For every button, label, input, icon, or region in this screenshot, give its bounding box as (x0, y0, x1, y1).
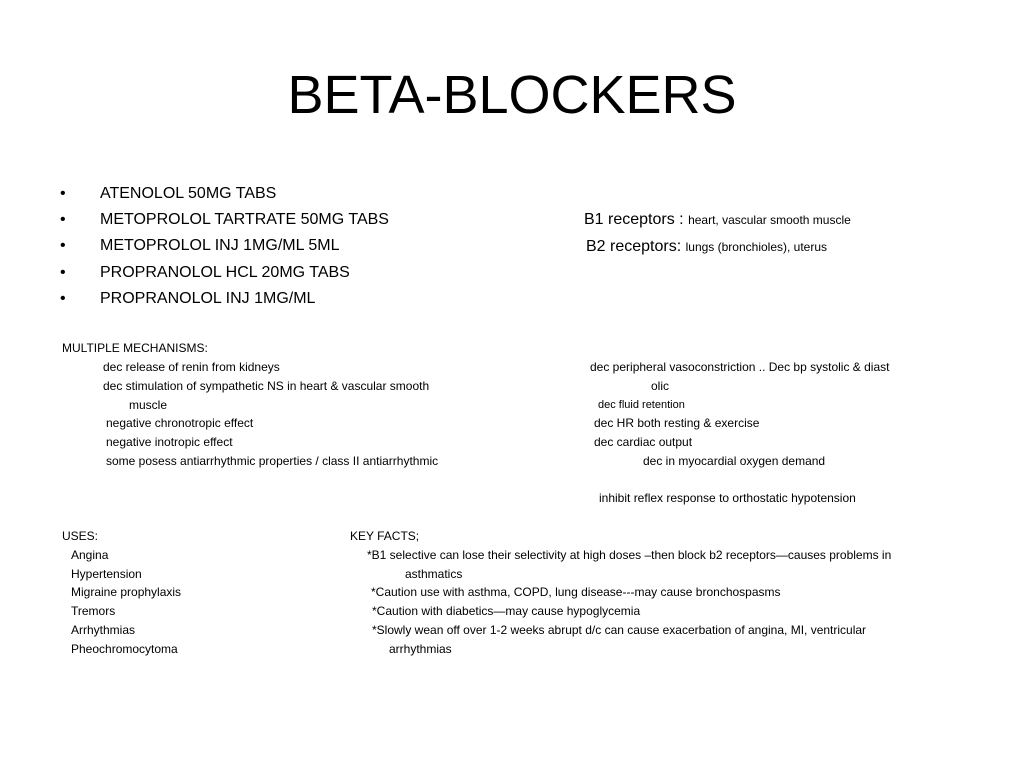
mechanisms-heading: MULTIPLE MECHANISMS: (62, 341, 208, 355)
key-fact-line: *Caution with diabetics—may cause hypoglycemia (372, 604, 641, 618)
bullet-icon: • (60, 185, 66, 202)
receptor-b2 (586, 237, 827, 257)
receptor-b1 (584, 210, 851, 230)
effect-item: olic (651, 379, 670, 393)
use-item: Pheochromocytoma (71, 642, 178, 656)
use-item: Migraine prophylaxis (71, 585, 182, 599)
receptor-detail: heart, vascular smooth muscle (688, 213, 851, 227)
mechanism-item: negative chronotropic effect (106, 416, 254, 430)
drug-item: METOPROLOL TARTRATE 50MG TABS (100, 211, 389, 228)
drug-item: METOPROLOL INJ 1MG/ML 5ML (100, 237, 340, 254)
bullet-icon: • (60, 211, 66, 228)
use-item: Arrhythmias (71, 623, 136, 637)
effect-item: dec cardiac output (594, 435, 693, 449)
key-fact-line: *Slowly wean off over 1-2 weeks abrupt d/c can cause exacerbation of angina, MI, ventricular (372, 623, 867, 637)
mechanism-item: dec release of renin from kidneys (103, 360, 280, 374)
use-item: Tremors (71, 604, 116, 618)
key-fact-line: *Caution use with asthma, COPD, lung disease---may cause bronchospasms (371, 585, 781, 599)
key-fact-line: arrhythmias (389, 642, 452, 656)
drug-item: PROPRANOLOL HCL 20MG TABS (100, 264, 350, 281)
mechanism-item: muscle (129, 398, 168, 412)
receptor-label: B1 receptors : (584, 211, 684, 228)
key-facts-heading: KEY FACTS; (350, 529, 420, 543)
drug-item: PROPRANOLOL INJ 1MG/ML (100, 290, 316, 307)
effect-item: dec peripheral vasoconstriction .. Dec bp systolic & diast (590, 360, 890, 374)
slide-title: BETA-BLOCKERS (287, 65, 737, 125)
mechanism-item: negative inotropic effect (106, 435, 233, 449)
effect-item: dec fluid retention (598, 399, 685, 411)
uses-heading: USES: (62, 529, 99, 543)
key-fact-line: asthmatics (405, 567, 463, 581)
bullet-icon: • (60, 290, 66, 307)
use-item: Angina (71, 548, 109, 562)
effect-item: inhibit reflex response to orthostatic hypotension (599, 491, 856, 505)
bullet-icon: • (60, 264, 66, 281)
receptor-detail: lungs (bronchioles), uterus (685, 240, 828, 254)
effect-item: dec HR both resting & exercise (594, 416, 760, 430)
mechanism-item: some posess antiarrhythmic properties / class II antiarrhythmic (106, 454, 439, 468)
mechanism-item: dec stimulation of sympathetic NS in heart & vascular smooth (103, 379, 430, 393)
bullet-icon: • (60, 237, 66, 254)
key-fact-line: *B1 selective can lose their selectivity at high doses –then block b2 receptors—causes problems in (367, 548, 892, 562)
drug-item: ATENOLOL 50MG TABS (100, 185, 277, 202)
use-item: Hypertension (71, 567, 142, 581)
receptor-label: B2 receptors: (586, 238, 682, 255)
effect-item: dec in myocardial oxygen demand (643, 454, 826, 468)
